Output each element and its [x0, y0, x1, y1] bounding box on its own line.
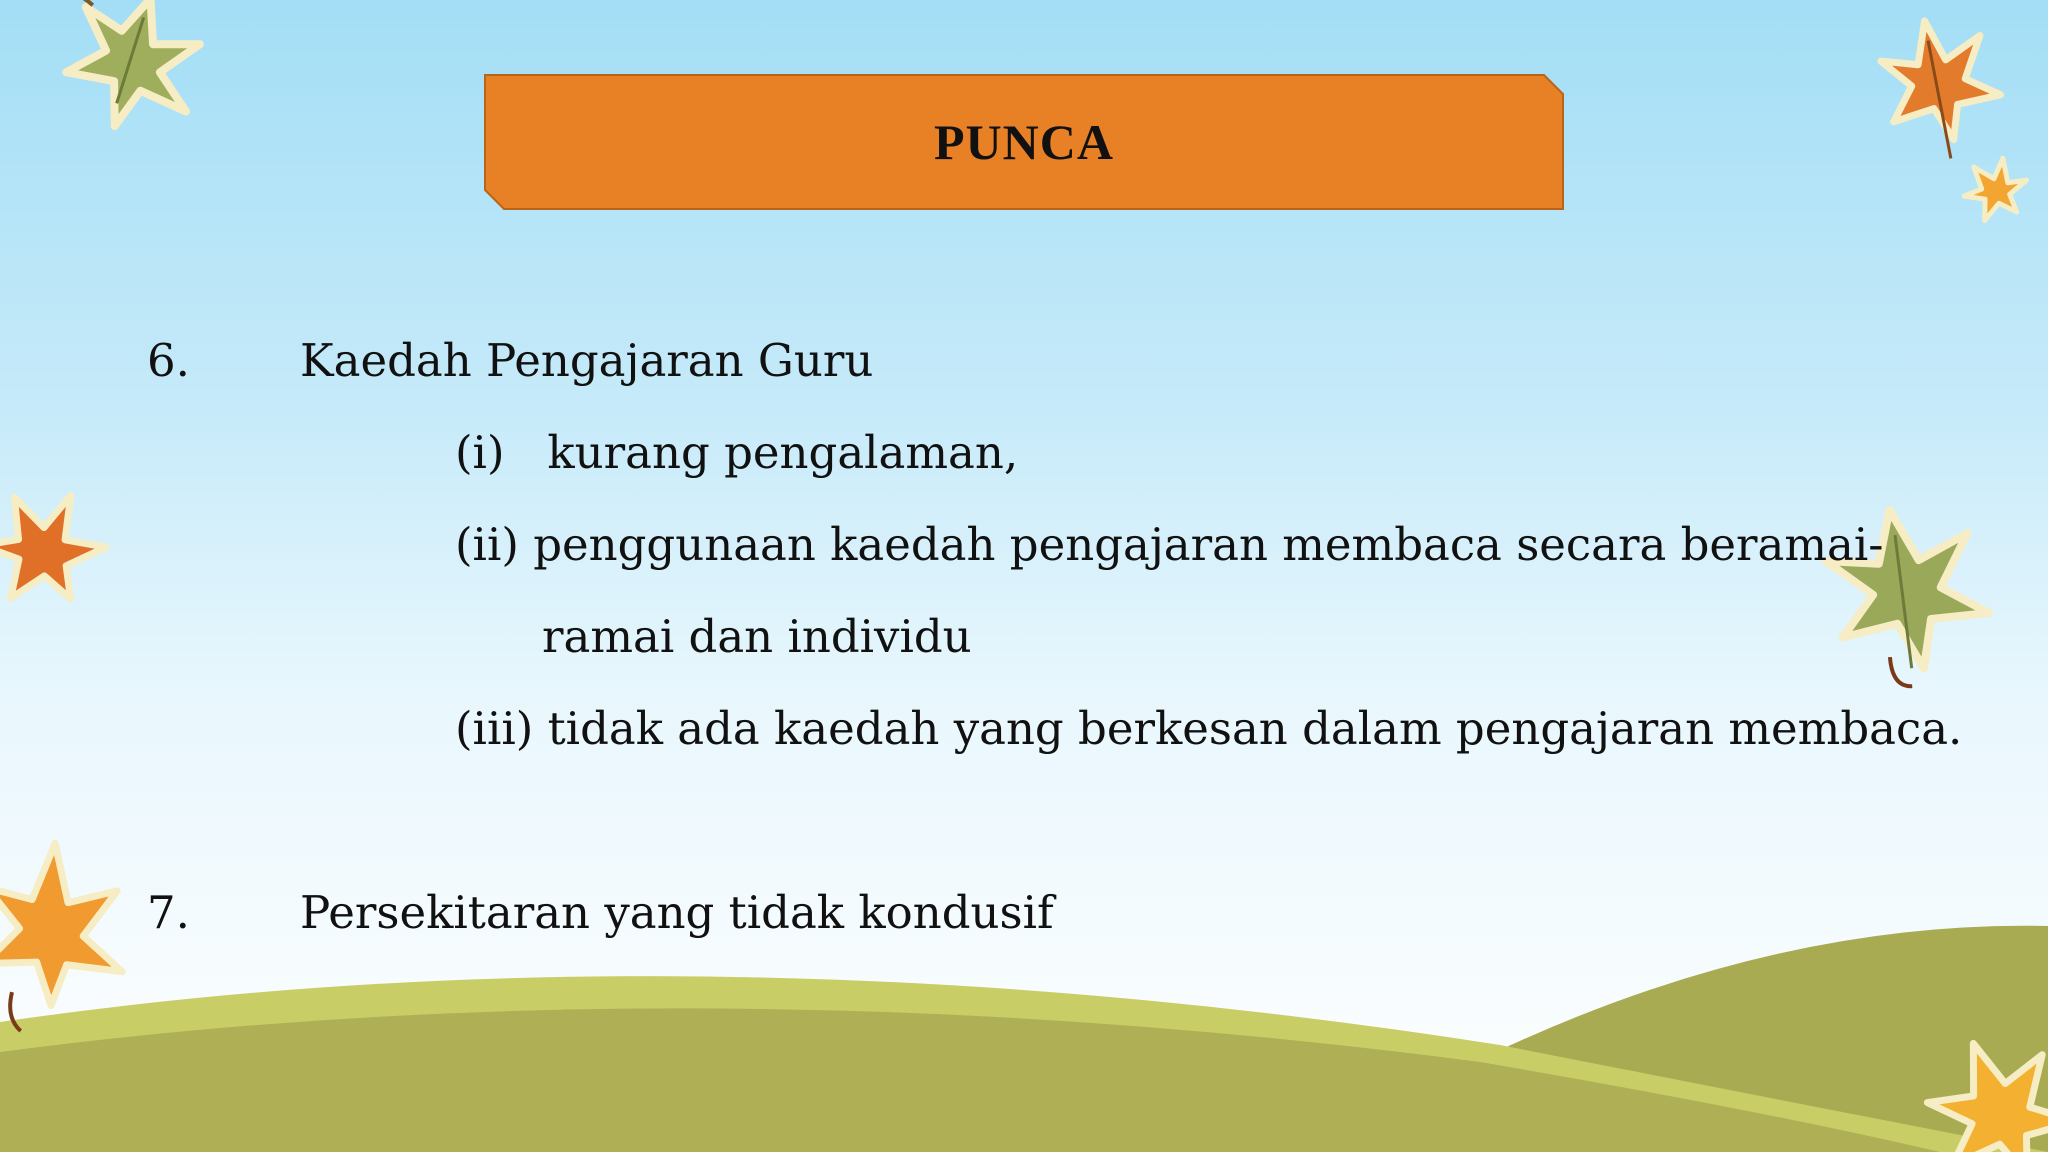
item-heading: Kaedah Pengajaran Guru	[300, 334, 874, 387]
list-item: (ii) penggunaan kaedah pengajaran membaca secara beramai-	[455, 518, 1884, 571]
title-banner	[484, 74, 1564, 210]
list-item: ramai dan individu	[542, 610, 972, 663]
leaf-icon	[0, 471, 120, 623]
item-number: 7.	[147, 886, 190, 939]
leaf-icon	[1954, 146, 2038, 231]
item-heading: Persekitaran yang tidak kondusif	[300, 886, 1054, 939]
page-title: PUNCA	[934, 114, 1114, 170]
leaf-icon	[1875, 10, 2010, 167]
list-item: (i) kurang pengalaman,	[455, 426, 1019, 479]
item-number: 6.	[147, 334, 190, 387]
list-item: (iii) tidak ada kaedah yang berkesan dalam pengajaran membaca.	[455, 702, 1963, 755]
leaf-icon	[0, 0, 218, 147]
